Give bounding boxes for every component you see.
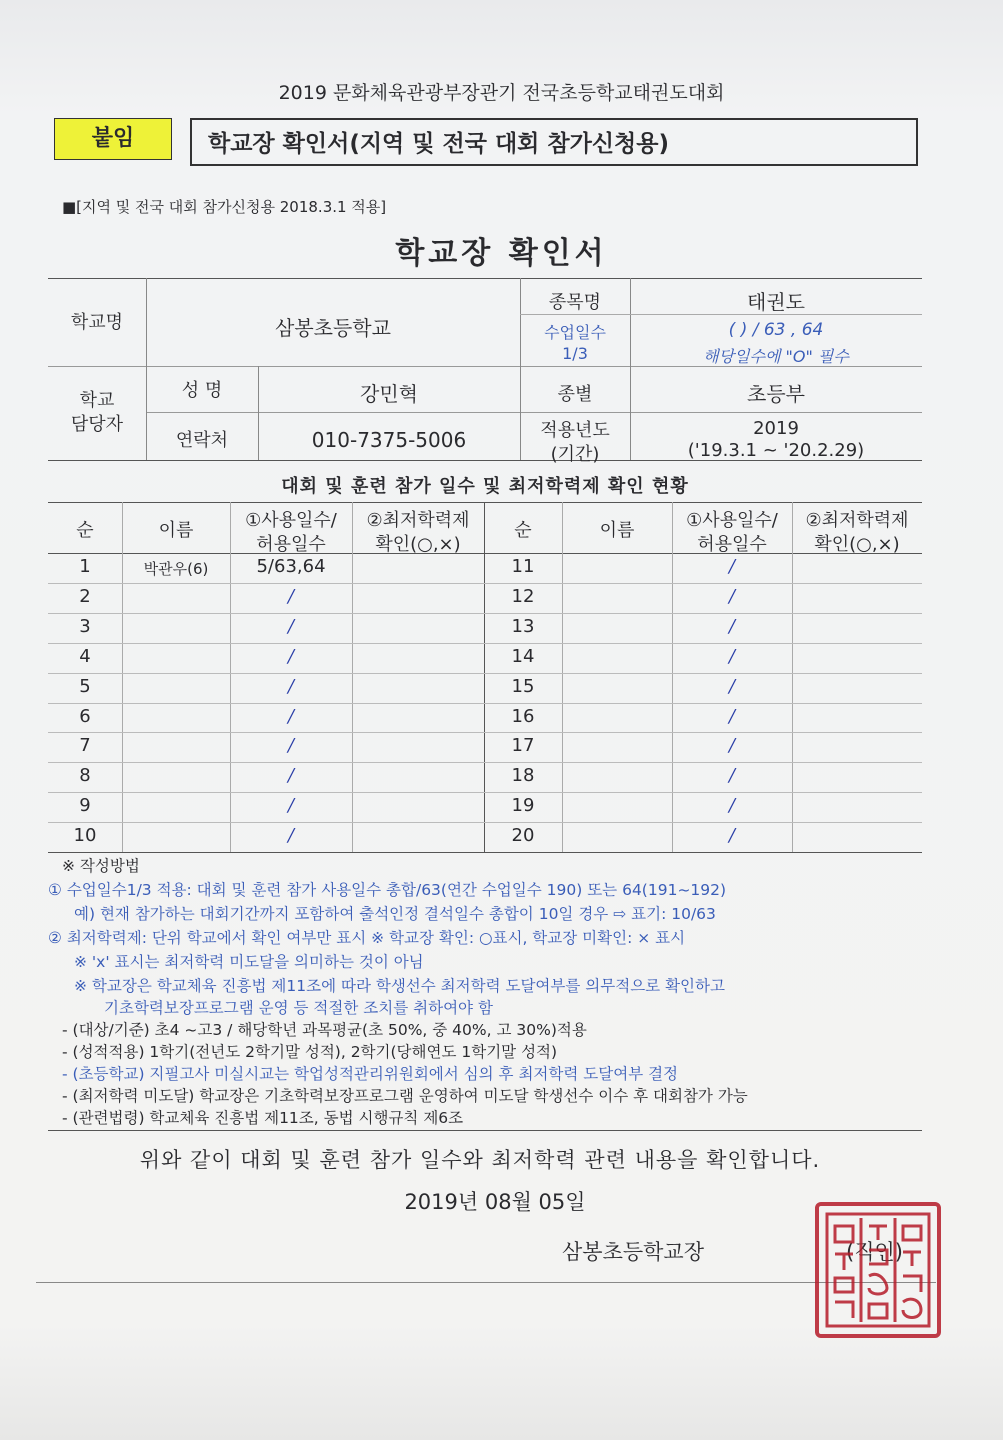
col-days-right: ①사용일수/: [686, 510, 778, 531]
row-days: /: [728, 675, 736, 697]
category-value: 초등부: [747, 382, 805, 406]
note-2d: 기초학력보장프로그램 운영 등 적절한 조치를 취하여야 함: [104, 999, 493, 1017]
detail-1: - (대상/기준) 초4 ~고3 / 해당학년 과목평균(초 50%, 중 40%, 고 30%)적용: [62, 1021, 587, 1039]
category-label: 종별: [557, 384, 593, 405]
row-seq: 11: [511, 556, 535, 577]
col-min-sub-right: 확인(○,×): [814, 534, 900, 555]
detail-4: - (최저학력 미도달) 학교장은 기초학력보장프로그램 운영하여 미도달 학생선수 이수 후 대회참가 가능: [62, 1087, 748, 1105]
class-days-value: ( ) / 63 , 64: [728, 320, 824, 340]
row-days: /: [728, 705, 736, 727]
row-days: /: [728, 585, 736, 607]
note-2a: ② 최저학력제: 단위 학교에서 확인 여부만 표시 ※ 학교장 확인: ○표시, 학교장 미확인: × 표시: [48, 929, 686, 947]
notes-heading: ※ 작성방법: [62, 857, 140, 875]
name-label: 성 명: [181, 380, 223, 401]
row-seq: 7: [79, 735, 91, 757]
row-days: 5/63,64: [256, 556, 326, 577]
staff-label-1: 학교: [79, 390, 115, 411]
sport-value: 태권도: [747, 290, 805, 314]
row-days: /: [728, 795, 736, 817]
note-1b: 예) 현재 참가하는 대회기간까지 포함하여 출석인정 결석일수 총합이 10일 경우 ⇨ 표기: 10/63: [74, 905, 716, 923]
year-label-2: (기간): [550, 444, 600, 465]
row-days: /: [287, 615, 295, 637]
seal-label: (직인): [846, 1240, 903, 1264]
sport-label: 종목명: [548, 292, 602, 313]
row-seq: 15: [511, 675, 535, 697]
confirm-statement: 위와 같이 대회 및 훈련 참가 일수와 최저학력 관련 내용을 확인합니다.: [139, 1148, 821, 1172]
row-seq: 13: [511, 615, 535, 637]
row-days: /: [287, 825, 295, 847]
col-days-sub-right: 허용일수: [697, 534, 767, 555]
row-seq: 6: [79, 705, 91, 727]
applicability-note: ■[지역 및 전국 대회 참가신청용 2018.3.1 적용]: [62, 198, 387, 216]
contact-label: 연락처: [175, 430, 229, 451]
period-value: ('19.3.1 ~ '20.2.29): [687, 440, 865, 461]
col-seq-right: 순: [514, 520, 532, 541]
row-days: /: [287, 735, 295, 757]
row-seq: 20: [511, 825, 535, 847]
attachment-label: 붙임: [54, 118, 172, 160]
col-days-left: ①사용일수/: [245, 510, 337, 531]
row-days: /: [728, 556, 736, 577]
row-seq: 5: [79, 675, 91, 697]
row-days: /: [287, 765, 295, 787]
row-seq: 19: [511, 795, 535, 817]
row-days: /: [287, 645, 295, 667]
class-days-label-1: 수업일수: [544, 323, 606, 342]
row-days: /: [287, 585, 295, 607]
contact-value: 010-7375-5006: [311, 428, 467, 452]
row-name: 박관우(6): [143, 560, 209, 578]
row-days: /: [287, 675, 295, 697]
detail-2: - (성적적용) 1학기(전년도 2학기말 성적), 2학기(당해연도 1학기말 성적): [62, 1043, 558, 1061]
row-seq: 14: [511, 645, 535, 667]
col-min-left: ②최저학력제: [366, 510, 470, 531]
doc-title: 학교장 확인서: [395, 236, 608, 271]
row-seq: 8: [79, 765, 91, 787]
row-seq: 3: [79, 615, 91, 637]
row-days: /: [728, 645, 736, 667]
note-2b: ※ 'x' 표시는 최저학력 미도달을 의미하는 것이 아님: [74, 953, 424, 971]
row-days: /: [728, 765, 736, 787]
row-seq: 2: [79, 585, 91, 607]
school-seal-stamp: [815, 1202, 941, 1338]
col-min-right: ②최저학력제: [805, 510, 909, 531]
row-seq: 18: [511, 765, 535, 787]
class-days-label-2: 1/3: [562, 344, 588, 363]
row-seq: 10: [73, 825, 97, 847]
detail-3: - (초등학교) 지필고사 미실시교는 학업성적관리위원회에서 심의 후 최저학력 도달여부 결정: [62, 1065, 679, 1083]
col-days-sub-left: 허용일수: [256, 534, 326, 555]
confirm-date: 2019년 08월 05일: [404, 1190, 586, 1214]
col-seq-left: 순: [76, 520, 94, 541]
school-name-label: 학교명: [70, 312, 124, 333]
col-min-sub-left: 확인(○,×): [375, 534, 461, 555]
row-days: /: [728, 615, 736, 637]
form-title: 학교장 확인서(지역 및 전국 대회 참가신청용): [190, 118, 918, 166]
row-days: /: [287, 705, 295, 727]
row-seq: 16: [511, 705, 535, 727]
row-seq: 1: [79, 556, 91, 577]
note-1a: ① 수업일수1/3 적용: 대회 및 훈련 참가 사용일수 총합/63(연간 수업일수 190) 또는 64(191~192): [48, 881, 727, 899]
principal-title: 삼봉초등학교장: [562, 1240, 705, 1264]
row-seq: 4: [79, 645, 91, 667]
row-seq: 12: [511, 585, 535, 607]
event-title: 2019 문화체육관광부장관기 전국초등학교태권도대회: [278, 82, 725, 104]
year-value: 2019: [753, 418, 799, 439]
staff-name: 강민혁: [360, 382, 418, 406]
detail-5: - (관련법령) 학교체육 진흥법 제11조, 동법 시행규칙 제6조: [62, 1109, 464, 1127]
row-days: /: [728, 735, 736, 757]
col-name-right: 이름: [599, 520, 635, 541]
note-2c: ※ 학교장은 학교체육 진흥법 제11조에 따라 학생선수 최저학력 도달여부를 의무적으로 확인하고: [74, 977, 725, 995]
class-days-note: 해당일수에 "O" 필수: [703, 347, 849, 366]
school-name: 삼봉초등학교: [275, 316, 391, 340]
row-seq: 9: [79, 795, 91, 817]
staff-label-2: 담당자: [70, 414, 124, 435]
row-days: /: [287, 795, 295, 817]
row-days: /: [728, 825, 736, 847]
table-caption: 대회 및 훈련 참가 일수 및 최저학력제 확인 현황: [281, 476, 689, 497]
col-name-left: 이름: [158, 520, 194, 541]
year-label-1: 적용년도: [540, 420, 610, 441]
row-seq: 17: [511, 735, 535, 757]
